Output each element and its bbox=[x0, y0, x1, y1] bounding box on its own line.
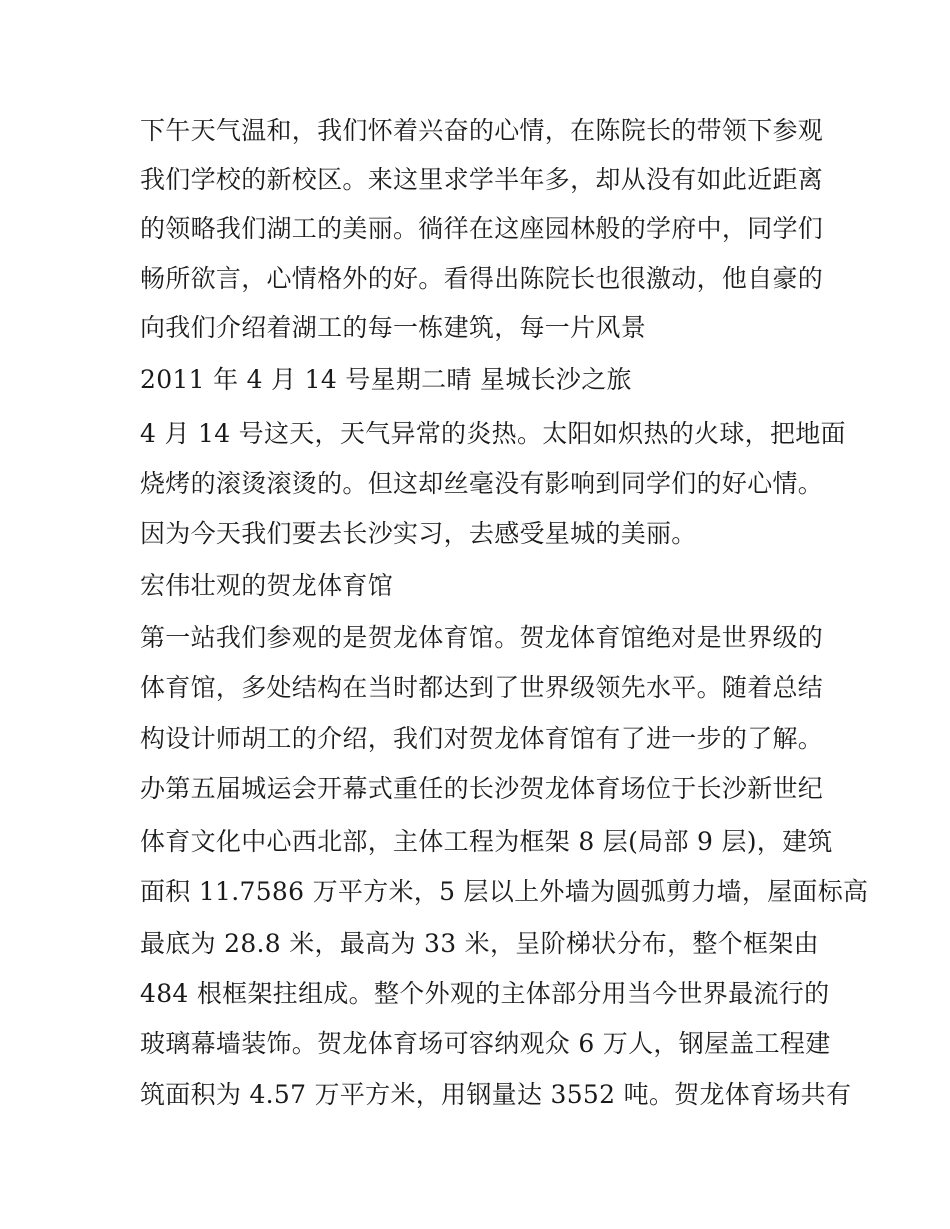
diary-date-heading: 2011 年 4 月 14 号星期二晴 星城长沙之旅 bbox=[140, 365, 632, 394]
paragraph-line: 因为今天我们要去长沙实习，去感受星城的美丽。 bbox=[140, 519, 697, 548]
paragraph-line: 玻璃幕墙装饰。贺龙体育场可容纳观众 6 万人，钢屋盖工程建 bbox=[140, 1029, 831, 1058]
paragraph-line: 烧烤的滚烫滚烫的。但这却丝毫没有影响到同学们的好心情。 bbox=[140, 469, 824, 498]
paragraph-line: 第一站我们参观的是贺龙体育馆。贺龙体育馆绝对是世界级的 bbox=[140, 623, 824, 652]
paragraph-line: 向我们介绍着湖工的每一栋建筑，每一片风景 bbox=[140, 313, 647, 342]
paragraph-line: 最底为 28.8 米，最高为 33 米，呈阶梯状分布，整个框架由 bbox=[140, 929, 819, 958]
paragraph-line: 体育馆，多处结构在当时都达到了世界级领先水平。随着总结 bbox=[140, 673, 824, 702]
paragraph-line: 办第五届城运会开幕式重任的长沙贺龙体育场位于长沙新世纪 bbox=[140, 774, 824, 803]
paragraph-line: 484 根框架拄组成。整个外观的主体部分用当今世界最流行的 bbox=[140, 979, 830, 1008]
paragraph-line: 筑面积为 4.57 万平方米，用钢量达 3552 吨。贺龙体育场共有 bbox=[140, 1080, 852, 1109]
paragraph-line: 体育文化中心西北部，主体工程为框架 8 层(局部 9 层)，建筑 bbox=[140, 827, 833, 856]
section-heading: 宏伟壮观的贺龙体育馆 bbox=[140, 571, 394, 600]
paragraph-line: 4 月 14 号这天，天气异常的炎热。太阳如炽热的火球，把地面 bbox=[140, 419, 846, 448]
paragraph-line: 我们学校的新校区。来这里求学半年多，却从没有如此近距离 bbox=[140, 165, 824, 194]
paragraph-line: 下午天气温和，我们怀着兴奋的心情，在陈院长的带领下参观 bbox=[140, 116, 824, 145]
paragraph-line: 的领略我们湖工的美丽。徜徉在这座园林般的学府中，同学们 bbox=[140, 214, 824, 243]
paragraph-line: 构设计师胡工的介绍，我们对贺龙体育馆有了进一步的了解。 bbox=[140, 724, 824, 753]
paragraph-line: 面积 11.7586 万平方米，5 层以上外墙为圆弧剪力墙，屋面标高 bbox=[140, 877, 869, 906]
paragraph-line: 畅所欲言，心情格外的好。看得出陈院长也很激动，他自豪的 bbox=[140, 264, 824, 293]
